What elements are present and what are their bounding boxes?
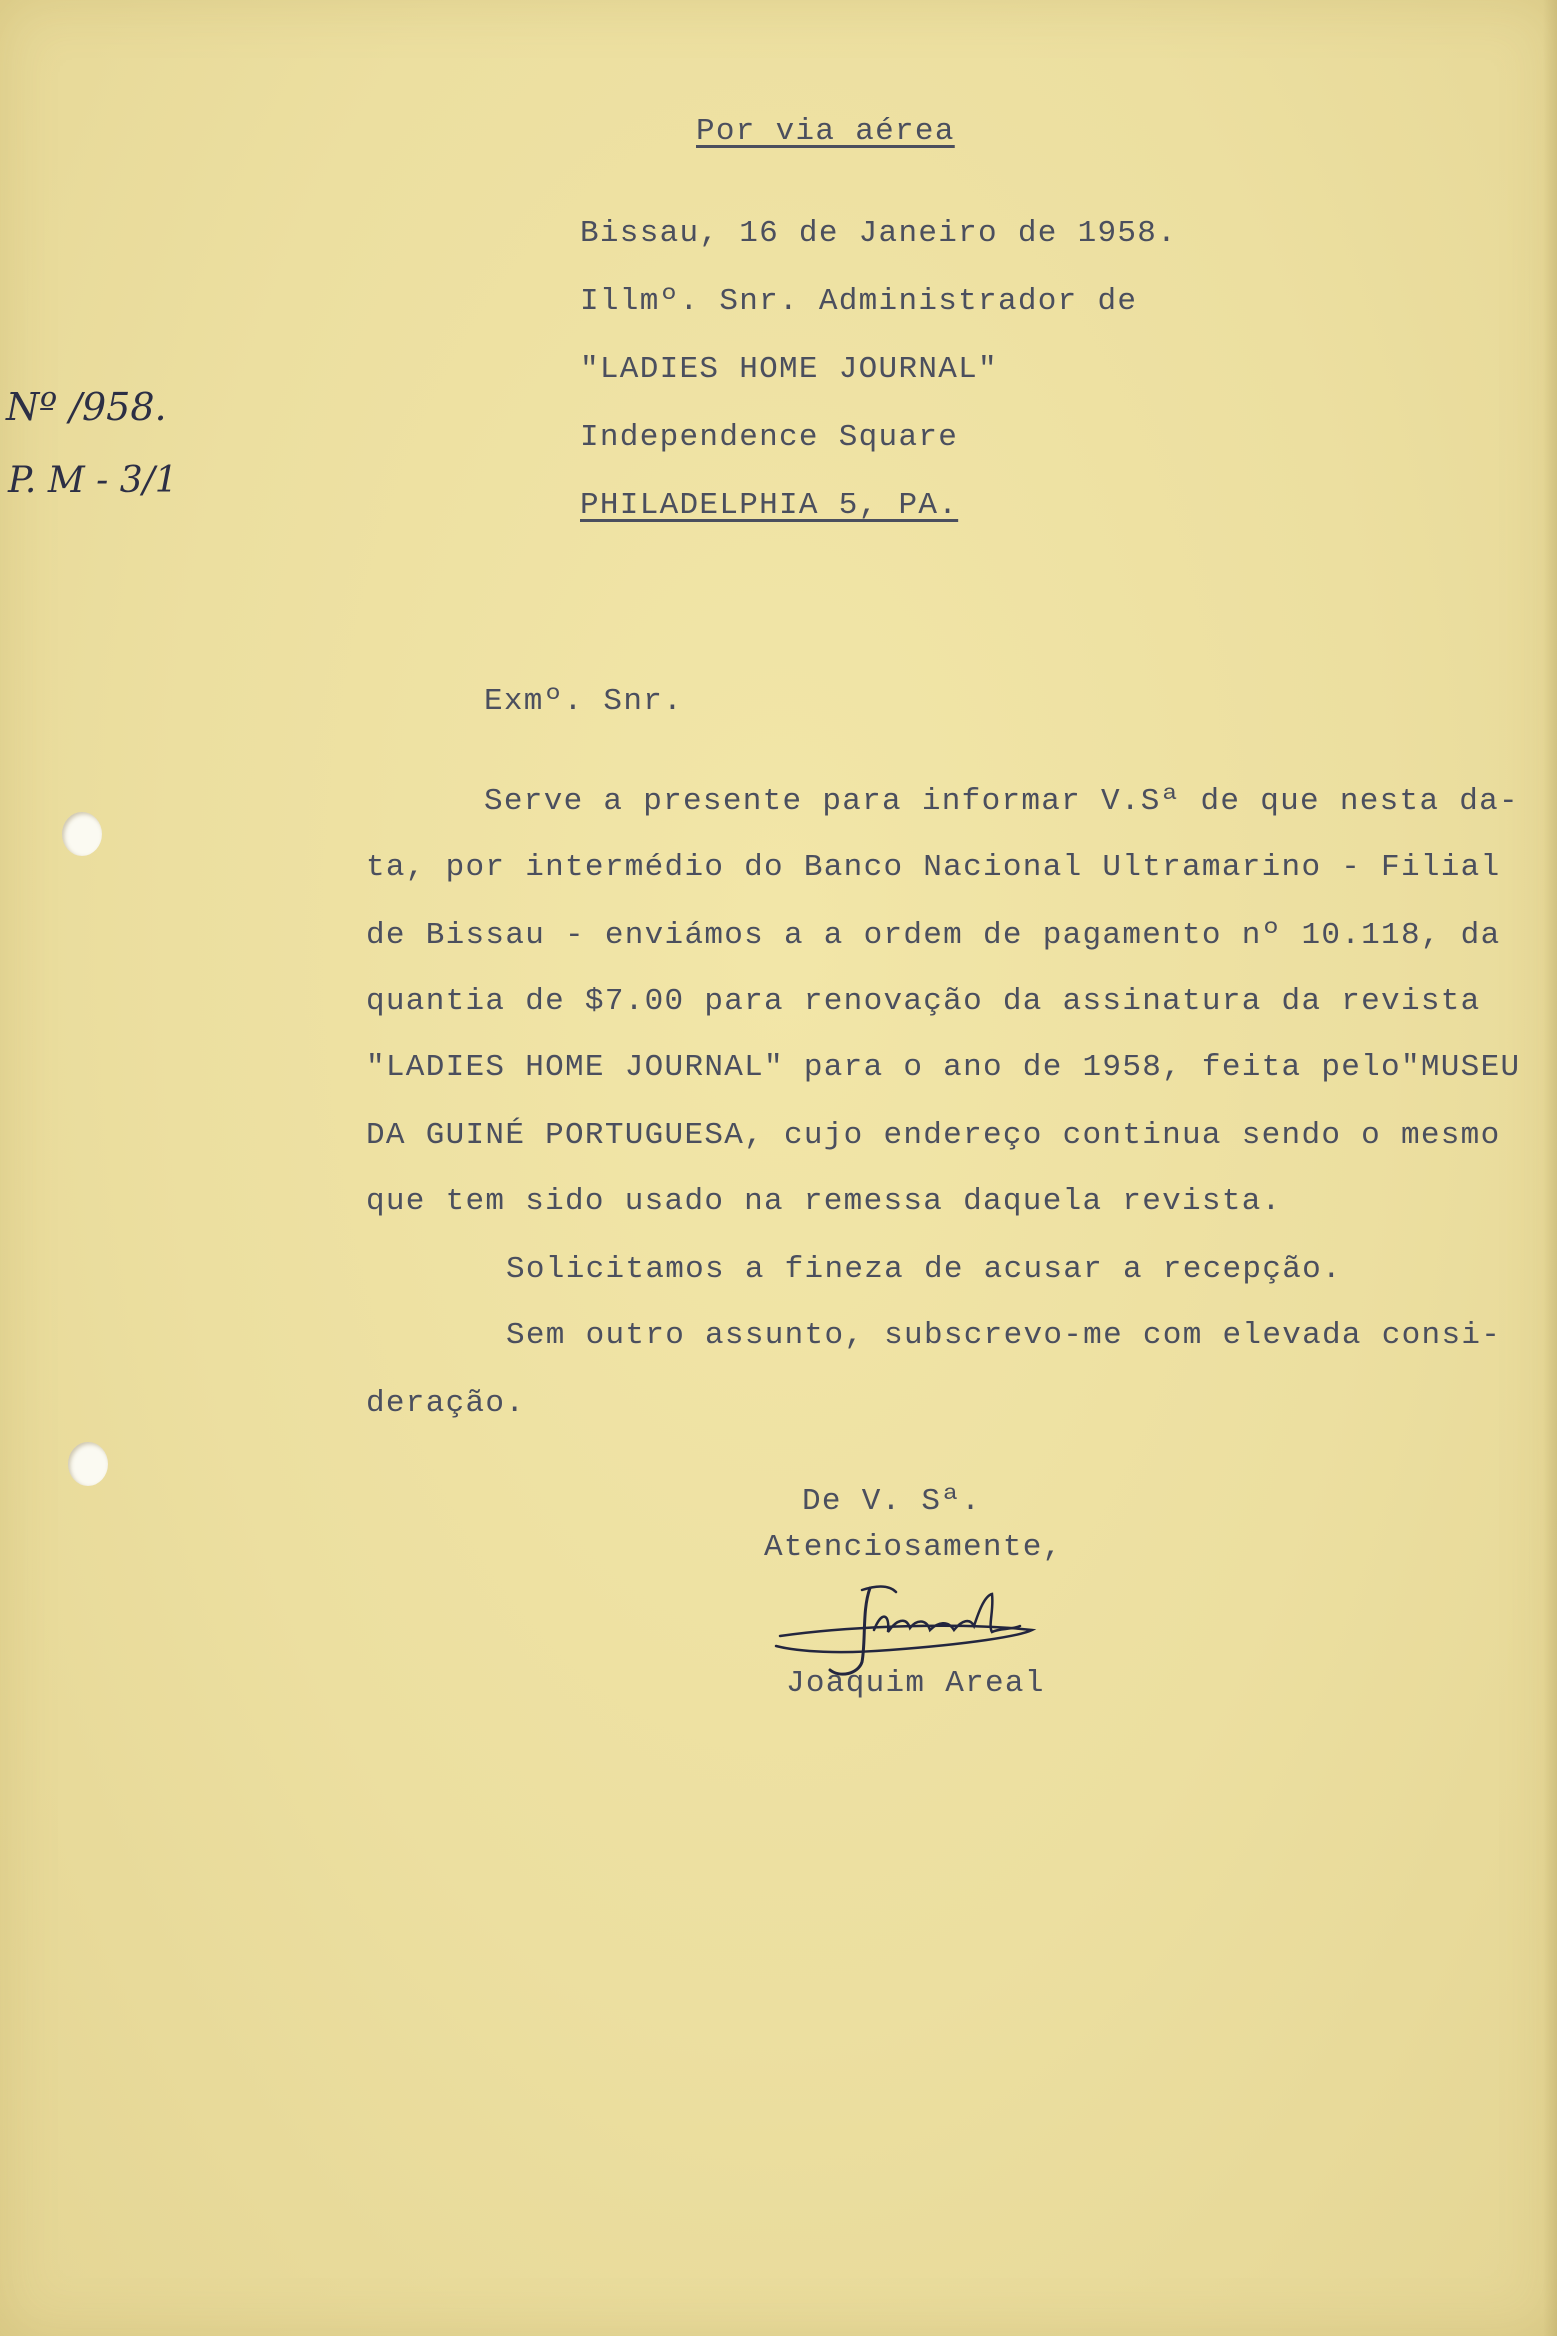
air-mail-heading: Por via aérea <box>696 114 955 149</box>
closing-regards: Atenciosamente, <box>764 1530 1063 1565</box>
body-line: ta, por intermédio do Banco Nacional Ultramarino - Filial <box>366 850 1501 885</box>
body-line: Serve a presente para informar V.Sª de que nesta da- <box>484 784 1519 819</box>
signatory-name: Joaquim Areal <box>786 1666 1045 1701</box>
paper-edge-shadow <box>1543 0 1557 2336</box>
body-line: de Bissau - enviámos a a ordem de pagamento nº 10.118, da <box>366 918 1501 953</box>
body-line: "LADIES HOME JOURNAL" para o ano de 1958, feita pelo"MUSEU <box>366 1050 1521 1085</box>
punch-hole-bottom <box>68 1442 108 1486</box>
salutation: Exmº. Snr. <box>484 684 684 719</box>
recipient-city: PHILADELPHIA 5, PA. <box>580 488 959 523</box>
body-line: Solicitamos a fineza de acusar a recepção. <box>506 1252 1342 1287</box>
margin-note-number: Nº /958. <box>6 385 167 429</box>
recipient-street: Independence Square <box>580 420 959 455</box>
recipient-title: Illmº. Snr. Administrador de <box>580 284 1138 319</box>
body-line: quantia de $7.00 para renovação da assinatura da revista <box>366 984 1481 1019</box>
punch-hole-top <box>62 812 102 856</box>
closing-line: De V. Sª. <box>802 1484 982 1519</box>
recipient-publication: "LADIES HOME JOURNAL" <box>580 352 998 387</box>
date-line: Bissau, 16 de Janeiro de 1958. <box>580 216 1178 251</box>
body-line: DA GUINÉ PORTUGUESA, cujo endereço continua sendo o mesmo <box>366 1118 1501 1153</box>
body-line: deração. <box>366 1386 526 1421</box>
body-line: Sem outro assunto, subscrevo-me com elevada consi- <box>506 1318 1502 1353</box>
margin-note-reference: P. M - 3/1 <box>8 460 178 501</box>
body-line: que tem sido usado na remessa daquela revista. <box>366 1184 1282 1219</box>
